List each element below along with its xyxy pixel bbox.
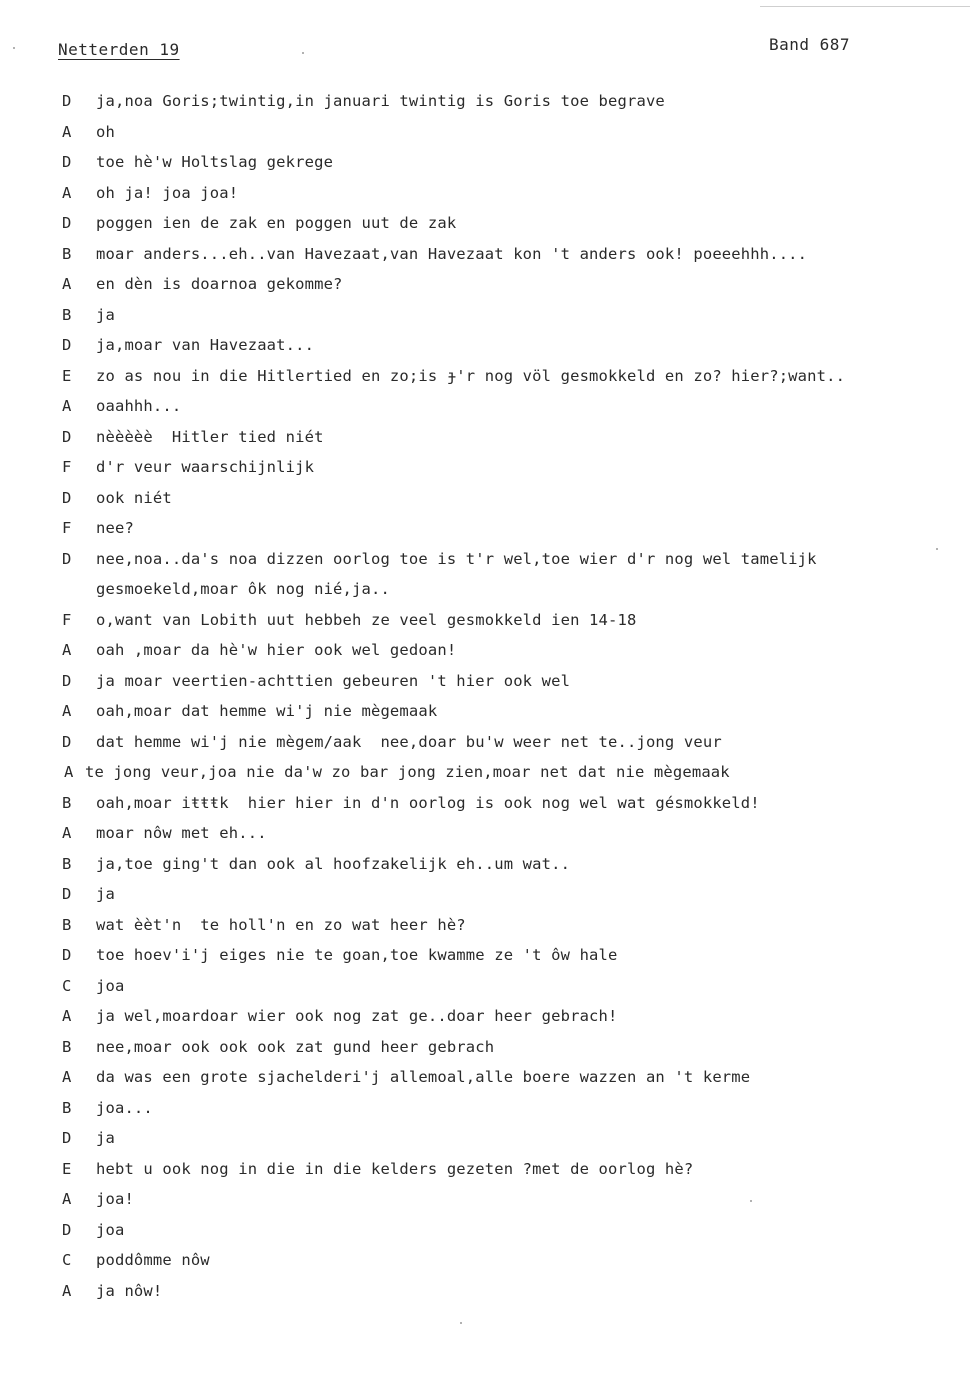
utterance-text: moar anders...eh..van Havezaat,van Havezaat kon 't anders ook! poeeehhh....	[96, 244, 808, 263]
scan-speck	[936, 548, 938, 550]
utterance-text: ja wel,moardoar wier ook nog zat ge..doar heer gebrach!	[96, 1007, 618, 1025]
utterance-text: hebt u ook nog in die in die kelders gezeten ?met de oorlog hè?	[96, 1159, 694, 1178]
speaker-label: A	[62, 641, 72, 659]
speaker-label: D	[62, 488, 72, 507]
speaker-label: D	[62, 671, 72, 690]
top-rule	[760, 6, 970, 7]
transcript-line	[0, 1062, 973, 1093]
speaker-label: A	[62, 1068, 72, 1086]
speaker-label: D	[62, 732, 72, 751]
transcript-line	[0, 1276, 973, 1307]
utterance-text: nèèèèè Hitler tied niét	[96, 427, 324, 446]
speaker-label: A	[62, 397, 72, 415]
speaker-label: A	[64, 763, 74, 781]
utterance-text: d'r veur waarschijnlijk	[96, 458, 315, 476]
transcript-line	[0, 178, 973, 209]
speaker-label: F	[62, 458, 72, 476]
transcript-line	[0, 910, 973, 941]
utterance-text: oah,moar iŧŧŧk hier hier in d'n oorlog is ook nog wel wat gésmokkeld!	[96, 793, 760, 812]
scan-speck	[302, 52, 304, 54]
utterance-text: oh ja! joa joa!	[96, 183, 239, 202]
transcript-line	[0, 1154, 973, 1185]
speaker-label: A	[62, 1007, 72, 1025]
transcript-line	[0, 452, 973, 483]
speaker-label: A	[62, 824, 72, 842]
utterance-text: joa	[96, 976, 125, 995]
speaker-label: D	[62, 336, 72, 354]
utterance-text: gesmoekeld,moar ôk nog nié,ja..	[96, 580, 390, 598]
utterance-text: oaahhh...	[96, 397, 182, 415]
speaker-label: C	[62, 1251, 72, 1269]
transcript-line	[0, 483, 973, 514]
utterance-text: ja	[96, 885, 115, 903]
speaker-label: A	[62, 1190, 72, 1208]
transcript-line	[0, 879, 973, 910]
transcript-line	[0, 1093, 973, 1124]
speaker-label: D	[62, 214, 72, 232]
speaker-label: D	[62, 885, 72, 903]
transcript-line	[0, 818, 973, 849]
transcript-line	[0, 696, 973, 727]
speaker-label: E	[62, 1159, 72, 1178]
transcript-line	[0, 940, 973, 971]
transcript-line	[0, 86, 973, 117]
transcript-line	[0, 300, 973, 331]
utterance-text: oh	[96, 122, 115, 141]
utterance-text: te jong veur,joa nie da'w zo bar jong zien,moar net dat nie mègemaak	[85, 763, 730, 781]
utterance-text: da was een grote sjachelderi'j allemoal,alle boere wazzen an 't kerme	[96, 1068, 751, 1086]
speaker-label: B	[62, 793, 72, 812]
utterance-text: nee,noa..da's noa dizzen oorlog toe is t'r wel,toe wier d'r nog wel tamelijk	[96, 549, 817, 568]
speaker-label: D	[62, 946, 72, 964]
speaker-label: E	[62, 366, 72, 385]
speaker-label: D	[62, 92, 72, 110]
utterance-text: dat hemme wi'j nie mègem/aak nee,doar bu'w weer net te..jong veur	[96, 732, 722, 751]
utterance-text: ja,toe ging't dan ook al hoofzakelijk eh..um wat..	[96, 854, 571, 873]
utterance-text: toe hè'w Holtslag gekrege	[96, 153, 334, 171]
speaker-label: B	[62, 915, 72, 934]
transcript-line	[0, 1001, 973, 1032]
speaker-label: D	[62, 1220, 72, 1239]
utterance-text: poggen ien de zak en poggen uut de zak	[96, 214, 457, 232]
utterance-text: nee,moar ook ook ook zat gund heer gebrach	[96, 1037, 495, 1056]
utterance-text: ja	[96, 1129, 115, 1147]
scan-speck	[13, 47, 15, 49]
transcript-line	[0, 635, 973, 666]
utterance-text: en dèn is doarnoa gekomme?	[96, 275, 343, 293]
utterance-text: ja	[96, 305, 115, 324]
transcript-line	[0, 788, 973, 819]
transcript-line	[0, 605, 973, 636]
speaker-label: A	[62, 122, 72, 141]
utterance-text: ja moar veertien-achttien gebeuren 't hier ook wel	[96, 671, 571, 690]
transcript-line	[0, 1245, 973, 1276]
transcript-line	[0, 422, 973, 453]
speaker-label: D	[62, 153, 72, 171]
speaker-label: B	[62, 1098, 72, 1117]
speaker-label: A	[62, 275, 72, 293]
speaker-label: B	[62, 305, 72, 324]
utterance-text: joa!	[96, 1190, 134, 1208]
utterance-text: nee?	[96, 519, 134, 537]
transcript-line	[0, 666, 973, 697]
transcript-line	[0, 544, 973, 575]
utterance-text: moar nôw met eh...	[96, 824, 267, 842]
transcript-line	[0, 117, 973, 148]
speaker-label: A	[62, 1281, 72, 1300]
place-title: Netterden 19	[58, 40, 180, 59]
utterance-text: ook niét	[96, 488, 172, 507]
transcript-line	[0, 269, 973, 300]
speaker-label: F	[62, 519, 72, 537]
speaker-label: C	[62, 976, 72, 995]
band-label: Band 687	[769, 35, 851, 54]
transcript-line	[0, 330, 973, 361]
page-header-left	[58, 40, 180, 59]
transcript-line	[0, 361, 973, 392]
utterance-text: wat èèt'n te holl'n en zo wat heer hè?	[96, 915, 466, 934]
utterance-text: ja,noa Goris;twintig,in januari twintig is Goris toe begrave	[96, 92, 665, 110]
utterance-text: oah,moar dat hemme wi'j nie mègemaak	[96, 702, 438, 720]
speaker-label: A	[62, 183, 72, 202]
speaker-label: B	[62, 244, 72, 263]
transcript-line	[0, 727, 973, 758]
transcript-line	[0, 239, 973, 270]
speaker-label: F	[62, 610, 72, 629]
transcript-line	[0, 849, 973, 880]
speaker-label: D	[62, 427, 72, 446]
speaker-label: A	[62, 702, 72, 720]
transcript-line	[0, 1184, 973, 1215]
speaker-label: D	[62, 1129, 72, 1147]
utterance-text: ja,moar van Havezaat...	[96, 336, 315, 354]
utterance-text: joa...	[96, 1098, 153, 1117]
transcript-line	[0, 1032, 973, 1063]
utterance-text: oah ,moar da hè'w hier ook wel gedoan!	[96, 641, 457, 659]
utterance-text: o,want van Lobith uut hebbeh ze veel gesmokkeld ien 14-18	[96, 610, 637, 629]
transcript-line	[0, 513, 973, 544]
transcript-line	[0, 208, 973, 239]
transcript-lines	[0, 86, 973, 1306]
utterance-text: poddômme nôw	[96, 1251, 210, 1269]
transcript-line	[0, 391, 973, 422]
transcript-line	[0, 574, 973, 605]
transcript-line	[0, 1215, 973, 1246]
utterance-text: toe hoev'i'j eiges nie te goan,toe kwamme ze 't ôw hale	[96, 946, 618, 964]
scan-speck	[750, 1200, 752, 1202]
transcript-line	[0, 971, 973, 1002]
speaker-label: B	[62, 1037, 72, 1056]
transcript-line	[0, 147, 973, 178]
transcript-line	[0, 1123, 973, 1154]
scan-speck	[460, 1322, 462, 1324]
utterance-text: zo as nou in die Hitlertied en zo;is ɟ'r nog völ gesmokkeld en zo? hier?;want..	[96, 366, 846, 385]
speaker-label: B	[62, 854, 72, 873]
utterance-text: ja nôw!	[96, 1281, 163, 1300]
transcript-line	[0, 757, 973, 788]
utterance-text: joa	[96, 1220, 125, 1239]
speaker-label: D	[62, 549, 72, 568]
